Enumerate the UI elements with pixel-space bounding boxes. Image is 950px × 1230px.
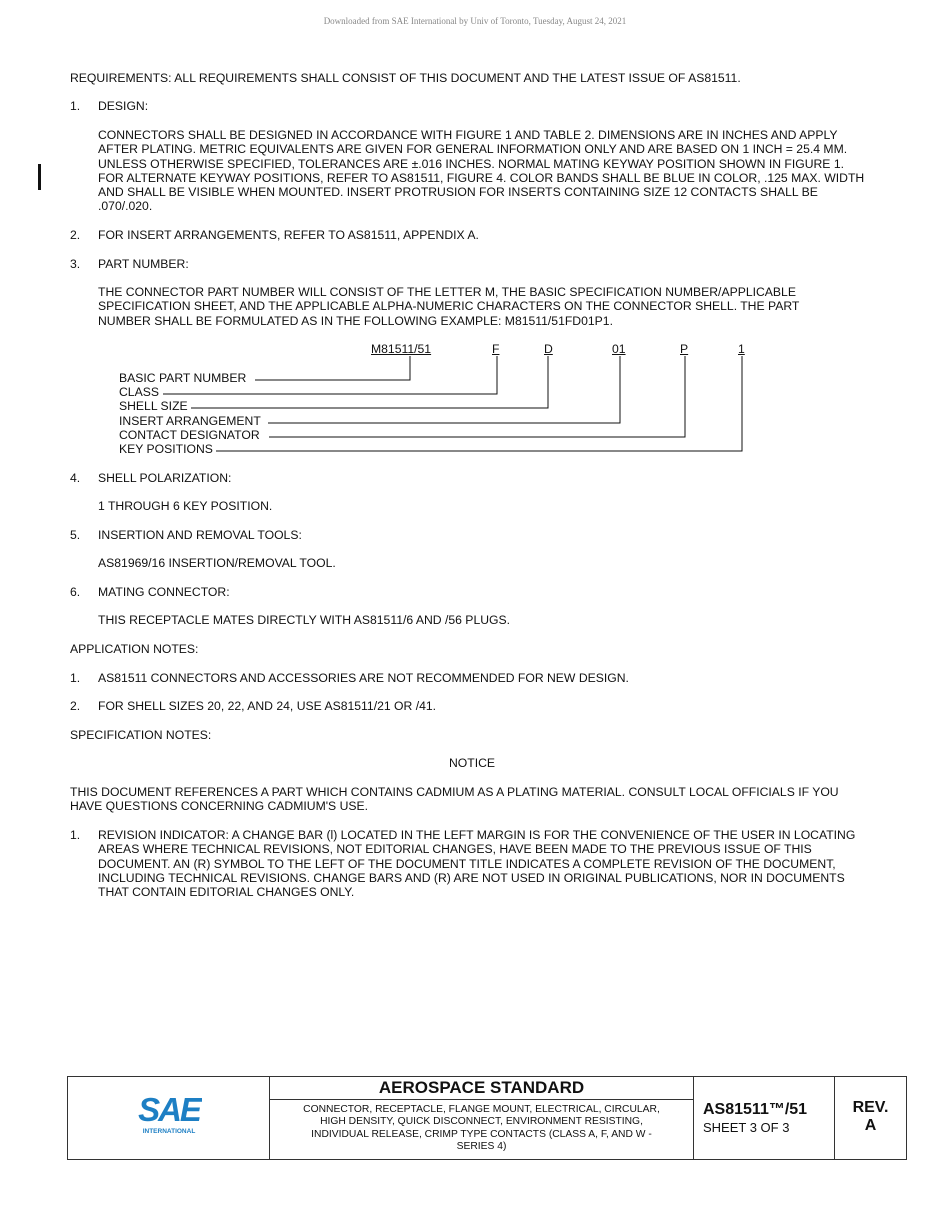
- req-1-number: 1.: [70, 99, 81, 113]
- title-cell: [270, 1077, 694, 1159]
- title-block: [67, 1076, 907, 1160]
- revision-label: REV.: [852, 1099, 889, 1116]
- req-3-number: 3.: [70, 257, 81, 271]
- req-6-number: 6.: [70, 585, 81, 599]
- pn-label-shell-size: SHELL SIZE: [119, 399, 188, 413]
- app-note-1-text: AS81511 CONNECTORS AND ACCESSORIES ARE NOT RECOMMENDED FOR NEW DESIGN.: [98, 671, 629, 685]
- standard-type: AEROSPACE STANDARD: [270, 1077, 693, 1100]
- sae-logo: [136, 1091, 202, 1137]
- req-4-body: 1 THROUGH 6 KEY POSITION.: [98, 499, 273, 513]
- app-note-2-number: 2.: [70, 699, 81, 713]
- pn-leader-insert: [268, 356, 620, 423]
- req-2-title: FOR INSERT ARRANGEMENTS, REFER TO AS81511, APPENDIX A.: [98, 228, 479, 242]
- req-1-body: CONNECTORS SHALL BE DESIGNED IN ACCORDANCE WITH FIGURE 1 AND TABLE 2. DIMENSIONS ARE IN INCHES AND APPLY AFTER PLATING. METRIC EQUIVALENTS ARE GIVEN FOR GENERAL INFORMATION ONLY AND ARE BASED ON 1 INCH = 25.4 MM. UNLESS OTHERWISE SPECIFIED, TOLERANCES ARE ±.016 INCHES. NORMAL MATING KEYWAY POSITION SHOWN IN FIGURE 1. FOR ALTERNATE KEYWAY POSITIONS, REFER TO AS81511, FIGURE 4. COLOR BANDS SHALL BE BLUE IN COLOR, .125 MAX. WIDTH AND SHALL BE VISIBLE WHEN MOUNTED. INSERT PROTRUSION FOR INSERTS CONTAINING SIZE 12 CONTACTS SHALL BE .070/.020.: [98, 128, 865, 214]
- req-5-body: AS81969/16 INSERTION/REMOVAL TOOL.: [98, 556, 336, 570]
- notice-title: NOTICE: [448, 756, 496, 770]
- download-note: Downloaded from SAE International by Univ of Toronto, Tuesday, August 24, 2021: [323, 16, 627, 26]
- req-4-title: SHELL POLARIZATION:: [98, 471, 232, 485]
- req-3-title: PART NUMBER:: [98, 257, 189, 271]
- pn-leader-basic: [255, 356, 410, 380]
- pn-label-class: CLASS: [119, 385, 159, 399]
- revision-cell: [835, 1077, 906, 1159]
- pn-segment-class: F: [492, 342, 500, 356]
- pn-label-contact: CONTACT DESIGNATOR: [119, 428, 260, 442]
- pn-segment-shell-size: D: [544, 342, 553, 356]
- pn-segment-basic: M81511/51: [371, 342, 432, 356]
- revision-value: A: [864, 1117, 877, 1134]
- pn-label-basic: BASIC PART NUMBER: [119, 371, 247, 385]
- pn-segment-contact: P: [680, 342, 689, 356]
- req-3-body: THE CONNECTOR PART NUMBER WILL CONSIST OF THE LETTER M, THE BASIC SPECIFICATION NUMBER/APPLICABLE SPECIFICATION SHEET, AND THE APPLICABLE ALPHA-NUMERIC CHARACTERS ON THE CONNECTOR SHELL. THE PART NUMBER SHALL BE FORMULATED AS IN THE FOLLOWING EXAMPLE: M81511/51FD01P1.: [98, 285, 800, 328]
- app-note-2-text: FOR SHELL SIZES 20, 22, AND 24, USE AS81511/21 OR /41.: [98, 699, 437, 713]
- pn-leader-class: [163, 356, 497, 394]
- requirements-intro: REQUIREMENTS: ALL REQUIREMENTS SHALL CONSIST OF THIS DOCUMENT AND THE LATEST ISSUE OF AS81511.: [70, 71, 741, 85]
- req-5-title: INSERTION AND REMOVAL TOOLS:: [98, 528, 302, 542]
- application-notes-heading: APPLICATION NOTES:: [70, 642, 199, 656]
- notice-text: THIS DOCUMENT REFERENCES A PART WHICH CONTAINS CADMIUM AS A PLATING MATERIAL. CONSULT LOCAL OFFICIALS IF YOU HAVE QUESTIONS CONCERNING CADMIUM'S USE.: [70, 785, 839, 814]
- req-4-number: 4.: [70, 471, 81, 485]
- pn-leader-shell-size: [191, 356, 548, 408]
- document-number: AS81511™/51: [703, 1101, 808, 1118]
- document-title: CONNECTOR, RECEPTACLE, FLANGE MOUNT, ELECTRICAL, CIRCULAR, HIGH DENSITY, QUICK DISCONNECT, ENVIRONMENT RESISTING, INDIVIDUAL RELEASE, CRIMP TYPE CONTACTS (CLASS A, F, AND W - SERIES 4): [303, 1104, 660, 1152]
- sheet-number: SHEET 3 OF 3: [703, 1120, 790, 1135]
- req-5-number: 5.: [70, 528, 81, 542]
- specification-notes-heading: SPECIFICATION NOTES:: [70, 728, 212, 742]
- req-6-title: MATING CONNECTOR:: [98, 585, 230, 599]
- pn-segment-key: 1: [738, 342, 745, 356]
- pn-leader-lines: [0, 0, 950, 470]
- doc-number-cell: [694, 1077, 835, 1159]
- logo-cell: [68, 1077, 270, 1159]
- pn-leader-contact: [269, 356, 685, 437]
- req-6-body: THIS RECEPTACLE MATES DIRECTLY WITH AS81511/6 AND /56 PLUGS.: [98, 613, 511, 627]
- spec-note-1-text: REVISION INDICATOR: A CHANGE BAR (l) LOCATED IN THE LEFT MARGIN IS FOR THE CONVENIENCE OF THE USER IN LOCATING AREAS WHERE TECHNICAL REVISIONS, NOT EDITORIAL CHANGES, HAVE BEEN MADE TO THE PREVIOUS ISSUE OF THIS DOCUMENT. AN (R) SYMBOL TO THE LEFT OF THE DOCUMENT TITLE INDICATES A COMPLETE REVISION OF THE DOCUMENT, INCLUDING TECHNICAL REVISIONS. CHANGE BARS AND (R) ARE NOT USED IN ORIGINAL PUBLICATIONS, NOR IN DOCUMENTS THAT CONTAIN EDITORIAL CHANGES ONLY.: [98, 828, 856, 900]
- req-1-title: DESIGN:: [98, 99, 149, 113]
- req-2-number: 2.: [70, 228, 81, 242]
- sae-logo-mark: SAE: [138, 1091, 200, 1128]
- sae-logo-subtext: INTERNATIONAL: [142, 1128, 196, 1135]
- pn-segment-insert: 01: [612, 342, 626, 356]
- pn-label-insert: INSERT ARRANGEMENT: [119, 414, 261, 428]
- pn-label-key: KEY POSITIONS: [119, 442, 213, 456]
- app-note-1-number: 1.: [70, 671, 81, 685]
- spec-note-1-number: 1.: [70, 828, 81, 842]
